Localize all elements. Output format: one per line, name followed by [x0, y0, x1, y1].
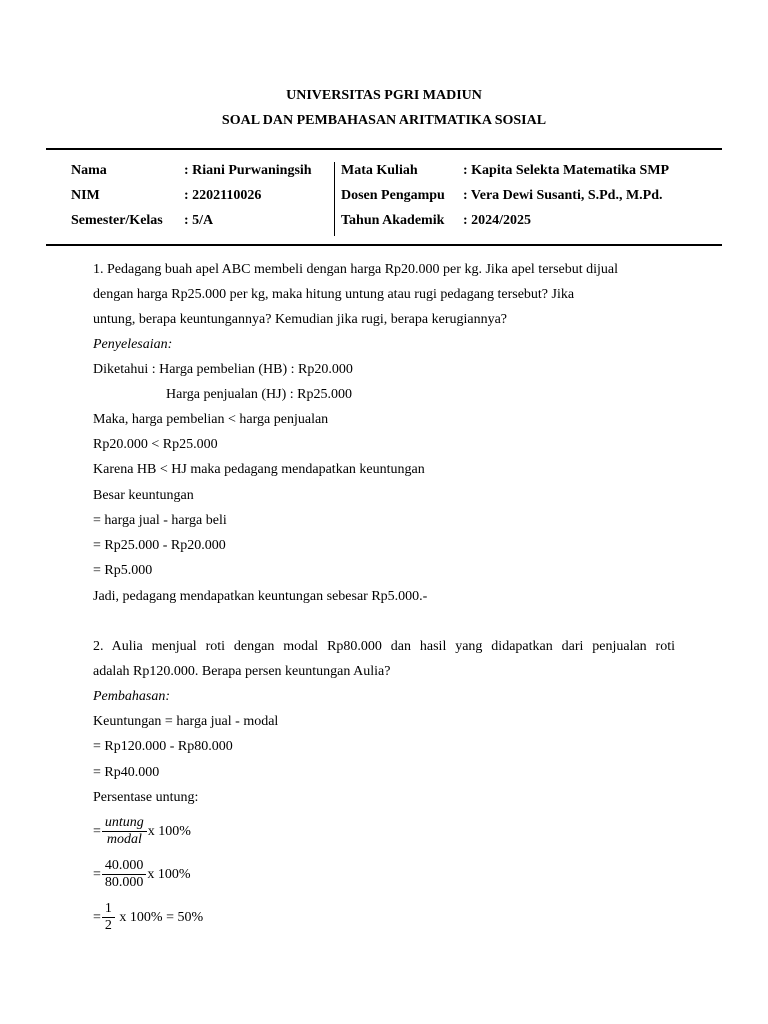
- fraction-denominator: 80.000: [104, 875, 144, 890]
- solution-line: Karena HB < HJ maka pedagang mendapatkan keuntungan: [93, 462, 425, 477]
- course-label: Mata Kuliah: [341, 163, 418, 178]
- solution-line: = Rp25.000 - Rp20.000: [93, 538, 226, 553]
- document-title: SOAL DAN PEMBAHASAN ARITMATIKA SOSIAL: [221, 113, 547, 128]
- nim-label: NIM: [71, 188, 100, 203]
- equation-suffix: x 100%: [147, 866, 191, 882]
- nim-value: : 2202110026: [184, 188, 262, 203]
- fraction: [102, 901, 115, 934]
- solution-line: Maka, harga pembelian < harga penjualan: [93, 412, 329, 427]
- question-1-text-line: untung, berapa keuntungannya? Kemudian jika rugi, berapa kerugiannya?: [93, 312, 508, 327]
- fraction-numerator: untung: [102, 815, 147, 832]
- equation-prefix: =: [93, 823, 101, 839]
- equation-suffix: x 100% = 50%: [115, 909, 204, 925]
- header-divider-bottom: [46, 244, 722, 246]
- solution-conclusion: Jadi, pedagang mendapatkan keuntungan sebesar Rp5.000.-: [93, 589, 428, 604]
- header-divider-top: [46, 148, 722, 150]
- equation-suffix: x 100%: [147, 823, 191, 839]
- question-1-text-line: dengan harga Rp25.000 per kg, maka hitung untung atau rugi pedagang tersebut? Jika: [93, 287, 575, 302]
- lecturer-value: : Vera Dewi Susanti, S.Pd., M.Pd.: [463, 188, 663, 203]
- solution-line: Diketahui : Harga pembelian (HB) : Rp20.000: [93, 362, 353, 377]
- solution-line: Harga penjualan (HJ) : Rp25.000: [166, 387, 352, 402]
- solution-line: Besar keuntungan: [93, 488, 194, 503]
- fraction: [102, 815, 147, 848]
- fraction-numerator: 40.000: [102, 858, 147, 875]
- question-2-text-line: adalah Rp120.000. Berapa persen keuntungan Aulia?: [93, 664, 391, 679]
- info-table-column-divider: [334, 162, 335, 236]
- fraction-denominator: modal: [106, 832, 142, 847]
- university-title: UNIVERSITAS PGRI MADIUN: [286, 88, 482, 103]
- name-value: : Riani Purwaningsih: [184, 163, 312, 178]
- solution-line: = Rp40.000: [93, 765, 160, 780]
- lecturer-label: Dosen Pengampu: [341, 188, 445, 203]
- semester-value: : 5/A: [184, 213, 214, 228]
- course-value: : Kapita Selekta Matematika SMP: [463, 163, 670, 178]
- question-1-text-line: 1. Pedagang buah apel ABC membeli dengan harga Rp20.000 per kg. Jika apel tersebut dijual: [93, 262, 619, 277]
- solution-line: Keuntungan = harga jual - modal: [93, 714, 279, 729]
- solution-label: Pembahasan:: [93, 689, 170, 704]
- solution-line: Rp20.000 < Rp25.000: [93, 437, 218, 452]
- fraction-equation: [93, 815, 191, 848]
- name-label: Nama: [71, 163, 107, 178]
- solution-line: Persentase untung:: [93, 790, 199, 805]
- solution-line: = Rp120.000 - Rp80.000: [93, 739, 233, 754]
- solution-line: = Rp5.000: [93, 563, 153, 578]
- equation-prefix: =: [93, 866, 101, 882]
- solution-label: Penyelesaian:: [93, 337, 173, 352]
- fraction: [102, 858, 147, 891]
- fraction-equation: [93, 858, 191, 891]
- academic-year-label: Tahun Akademik: [341, 213, 445, 228]
- solution-line: = harga jual - harga beli: [93, 513, 227, 528]
- equation-prefix: =: [93, 909, 101, 925]
- academic-year-value: : 2024/2025: [463, 213, 532, 228]
- fraction-denominator: 2: [104, 918, 112, 933]
- fraction-numerator: 1: [102, 901, 115, 918]
- fraction-equation: [93, 901, 203, 934]
- question-2-text-line: 2. Aulia menjual roti dengan modal Rp80.000 dan hasil yang didapatkan dari penjualan roti: [93, 639, 675, 654]
- semester-label: Semester/Kelas: [71, 213, 163, 228]
